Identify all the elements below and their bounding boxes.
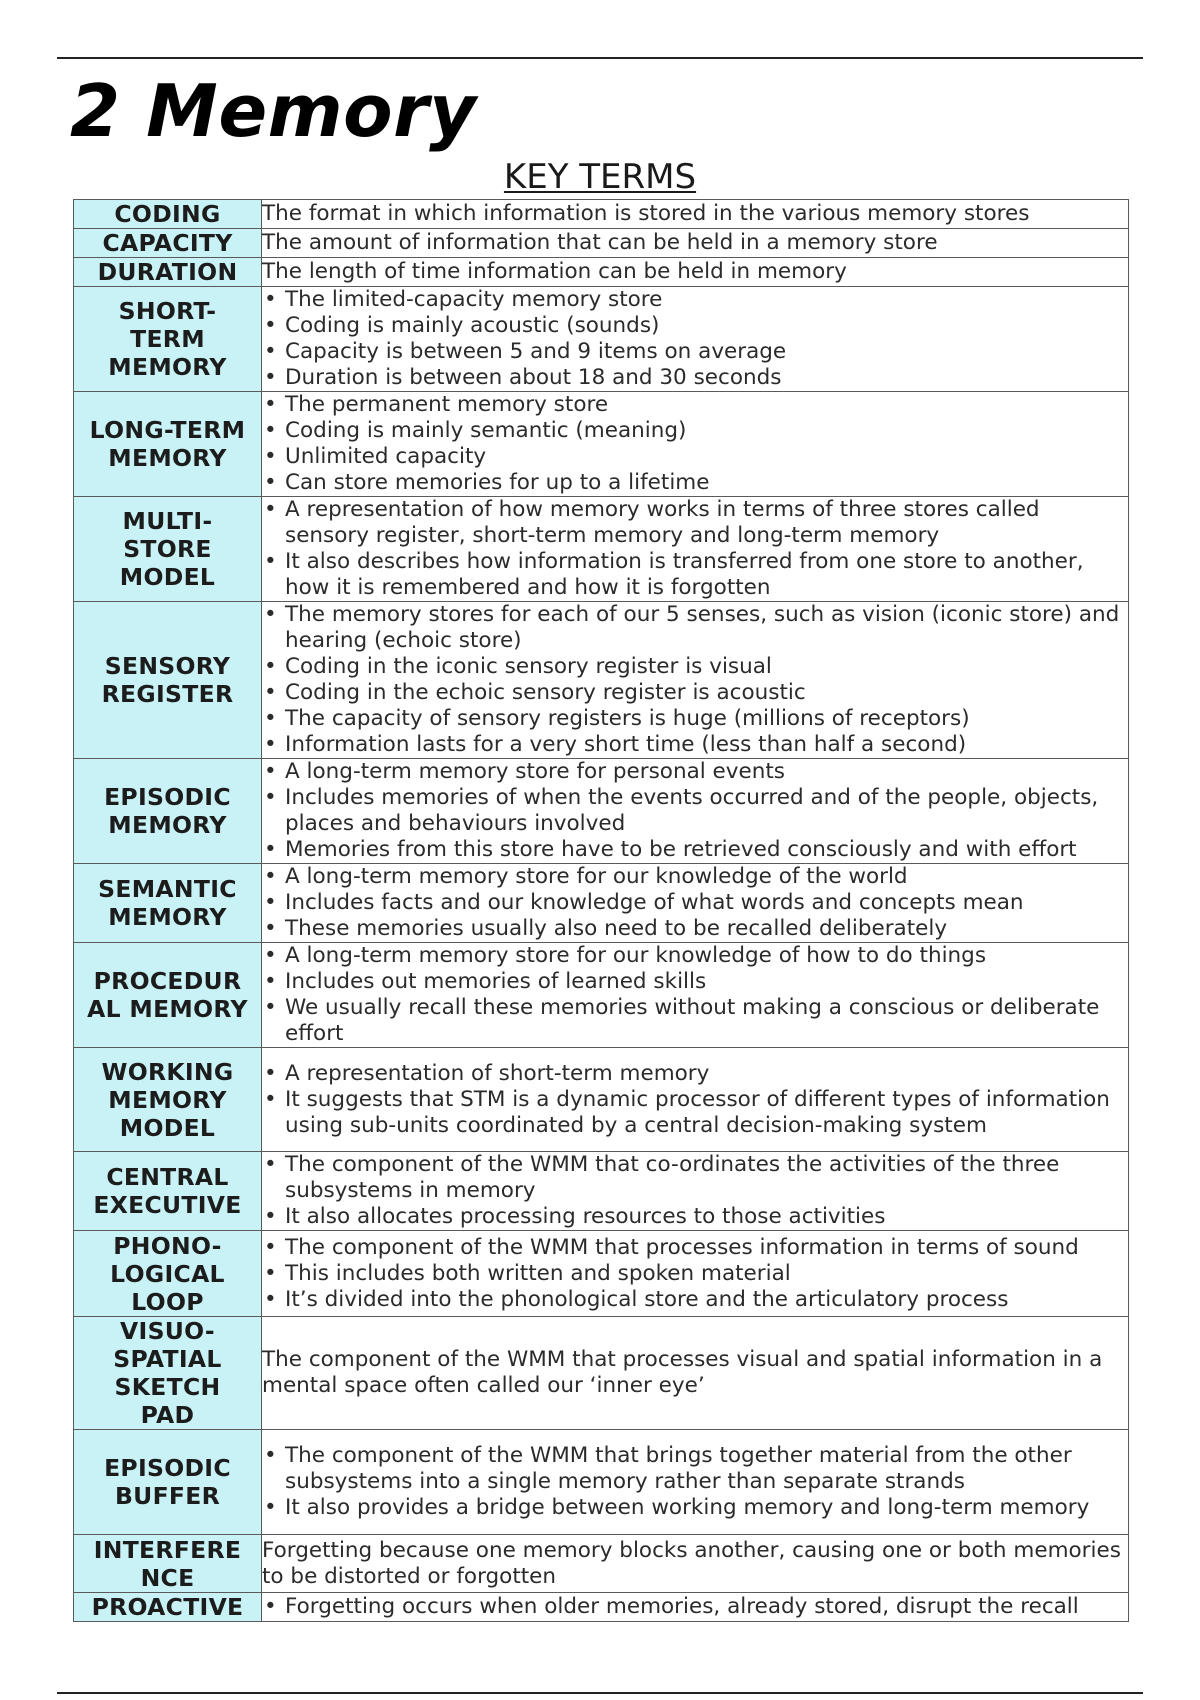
term-name: VISUO- SPATIAL SKETCH PAD — [113, 1317, 222, 1429]
term-cell — [74, 1593, 262, 1622]
key-terms-table — [73, 199, 1129, 1622]
definition-bullet: • Forgetting occurs when older memories, already stored, disrupt the recall — [262, 1594, 1128, 1620]
definition-cell — [262, 497, 1129, 602]
term-row — [74, 602, 1129, 759]
definition-bullet-list — [262, 864, 1128, 942]
term-name: INTERFERE NCE — [93, 1535, 242, 1592]
term-row — [74, 1430, 1129, 1535]
term-name: SEMANTIC MEMORY — [98, 875, 237, 931]
definition-bullet: • Includes memories of when the events occurred and of the people, objects, places and behaviours involved — [262, 785, 1128, 837]
term-name: EPISODIC BUFFER — [104, 1454, 231, 1510]
term-name: WORKING MEMORY MODEL — [101, 1057, 234, 1142]
definition-bullet-list — [262, 1152, 1128, 1230]
definition-cell — [262, 229, 1129, 258]
definition-bullet-list — [262, 1061, 1128, 1139]
definition-bullet-list — [262, 287, 1128, 391]
term-row — [74, 200, 1129, 229]
definition-bullet: • A long-term memory store for our knowledge of how to do things — [262, 943, 1128, 969]
term-cell — [74, 864, 262, 943]
definition-cell — [262, 1317, 1129, 1430]
term-row — [74, 1048, 1129, 1152]
term-name: PHONO- LOGICAL LOOP — [110, 1231, 225, 1316]
definition-bullet: • A representation of short-term memory — [262, 1061, 1128, 1087]
definition-bullet: • This includes both written and spoken material — [262, 1261, 1128, 1287]
definition-text: Forgetting because one memory blocks another, causing one or both memories to be distorted or forgotten — [262, 1537, 1121, 1589]
definition-bullet-list — [262, 759, 1128, 863]
definition-cell — [262, 200, 1129, 229]
term-row — [74, 497, 1129, 602]
definition-bullet: • A long-term memory store for our knowledge of the world — [262, 864, 1128, 890]
term-row — [74, 258, 1129, 287]
definition-text: The length of time information can be held in memory — [262, 259, 847, 284]
definition-bullet: • A long-term memory store for personal events — [262, 759, 1128, 785]
definition-bullet-list — [262, 602, 1128, 758]
definition-bullet: • Coding in the echoic sensory register is acoustic — [262, 680, 1128, 706]
term-cell — [74, 287, 262, 392]
definition-text: The format in which information is stored in the various memory stores — [262, 201, 1030, 226]
definition-bullet-list — [262, 1443, 1128, 1521]
definition-cell — [262, 392, 1129, 497]
definition-bullet: • The permanent memory store — [262, 392, 1128, 418]
definition-bullet-list — [262, 943, 1128, 1047]
definition-bullet-list — [262, 392, 1128, 496]
definition-cell — [262, 1430, 1129, 1535]
definition-bullet: • The component of the WMM that brings together material from the other subsystems into a single memory rather than separate strands — [262, 1443, 1128, 1495]
term-name: PROCEDUR AL MEMORY — [87, 967, 248, 1023]
definition-bullet: • The capacity of sensory registers is huge (millions of receptors) — [262, 706, 1128, 732]
definition-bullet: • It also allocates processing resources to those activities — [262, 1204, 1128, 1230]
definition-cell — [262, 943, 1129, 1048]
definition-bullet: • Capacity is between 5 and 9 items on average — [262, 339, 1128, 365]
term-cell — [74, 602, 262, 759]
term-name: CODING — [114, 200, 221, 228]
definition-text: The component of the WMM that processes visual and spatial information in a mental space often called our ‘inner eye’ — [262, 1347, 1103, 1398]
term-row — [74, 1535, 1129, 1593]
definition-bullet-list — [262, 1594, 1128, 1620]
definition-bullet: • Unlimited capacity — [262, 444, 1128, 470]
section-heading — [0, 156, 1200, 198]
key-terms-body — [74, 200, 1129, 1622]
term-row — [74, 229, 1129, 258]
term-name: LONG-TERM MEMORY — [89, 416, 246, 472]
term-row — [74, 759, 1129, 864]
definition-bullet-list — [262, 1235, 1128, 1313]
term-name: CENTRAL EXECUTIVE — [93, 1163, 242, 1219]
definition-text: The amount of information that can be held in a memory store — [262, 230, 938, 255]
term-cell — [74, 943, 262, 1048]
term-row — [74, 1231, 1129, 1317]
definition-bullet: • Can store memories for up to a lifetime — [262, 470, 1128, 496]
term-row — [74, 392, 1129, 497]
term-cell — [74, 497, 262, 602]
definition-bullet: • Coding is mainly semantic (meaning) — [262, 418, 1128, 444]
term-cell — [74, 1535, 262, 1593]
definition-bullet: • It also provides a bridge between working memory and long-term memory — [262, 1495, 1128, 1521]
definition-cell — [262, 864, 1129, 943]
term-name: DURATION — [97, 258, 238, 286]
definition-cell — [262, 1593, 1129, 1622]
definition-cell — [262, 1231, 1129, 1317]
term-cell — [74, 200, 262, 229]
definition-bullet: • We usually recall these memories without making a conscious or deliberate effort — [262, 995, 1128, 1047]
page-title: 2 Memory — [70, 69, 477, 153]
definition-cell — [262, 602, 1129, 759]
definition-cell — [262, 759, 1129, 864]
term-cell — [74, 258, 262, 287]
definition-bullet: • The limited-capacity memory store — [262, 287, 1128, 313]
definition-bullet: • The component of the WMM that co-ordinates the activities of the three subsystems in memory — [262, 1152, 1128, 1204]
term-cell — [74, 1048, 262, 1152]
definition-cell — [262, 1152, 1129, 1231]
term-cell — [74, 1317, 262, 1430]
term-row — [74, 1593, 1129, 1622]
definition-cell — [262, 258, 1129, 287]
top-rule — [57, 57, 1143, 59]
definition-bullet: • The memory stores for each of our 5 senses, such as vision (iconic store) and hearing (echoic store) — [262, 602, 1128, 654]
term-row — [74, 943, 1129, 1048]
definition-bullet: • Includes out memories of learned skills — [262, 969, 1128, 995]
definition-bullet: • These memories usually also need to be recalled deliberately — [262, 916, 1128, 942]
term-name: SENSORY REGISTER — [101, 652, 234, 708]
definition-bullet: • Duration is between about 18 and 30 seconds — [262, 365, 1128, 391]
definition-cell — [262, 1535, 1129, 1593]
definition-cell — [262, 1048, 1129, 1152]
term-name: EPISODIC MEMORY — [104, 783, 231, 839]
term-name: CAPACITY — [102, 229, 233, 257]
definition-cell — [262, 287, 1129, 392]
term-name: PROACTIVE — [91, 1593, 244, 1621]
term-cell — [74, 229, 262, 258]
term-row — [74, 864, 1129, 943]
term-row — [74, 287, 1129, 392]
bottom-rule — [57, 1692, 1143, 1694]
definition-bullet: • The component of the WMM that processes information in terms of sound — [262, 1235, 1128, 1261]
definition-bullet: • It suggests that STM is a dynamic processor of different types of information using sub-units coordinated by a central decision-making system — [262, 1087, 1128, 1139]
term-cell — [74, 1152, 262, 1231]
term-cell — [74, 392, 262, 497]
term-cell — [74, 1231, 262, 1317]
term-name: SHORT- TERM MEMORY — [108, 297, 227, 381]
definition-bullet: • Memories from this store have to be retrieved consciously and with effort — [262, 837, 1128, 863]
definition-bullet: • It also describes how information is transferred from one store to another, how it is remembered and how it is forgotten — [262, 549, 1128, 601]
definition-bullet-list — [262, 497, 1128, 601]
term-cell — [74, 759, 262, 864]
definition-bullet: • Includes facts and our knowledge of what words and concepts mean — [262, 890, 1128, 916]
definition-bullet: • Coding in the iconic sensory register is visual — [262, 654, 1128, 680]
term-row — [74, 1152, 1129, 1231]
section-heading-text: KEY TERMS — [503, 157, 697, 197]
definition-bullet: • Information lasts for a very short time (less than half a second) — [262, 732, 1128, 758]
definition-bullet: • A representation of how memory works in terms of three stores called sensory register, short-term memory and long-term memory — [262, 497, 1128, 549]
term-row — [74, 1317, 1129, 1430]
term-cell — [74, 1430, 262, 1535]
definition-bullet: • It’s divided into the phonological store and the articulatory process — [262, 1287, 1128, 1313]
term-name: MULTI- STORE MODEL — [119, 507, 216, 591]
definition-bullet: • Coding is mainly acoustic (sounds) — [262, 313, 1128, 339]
